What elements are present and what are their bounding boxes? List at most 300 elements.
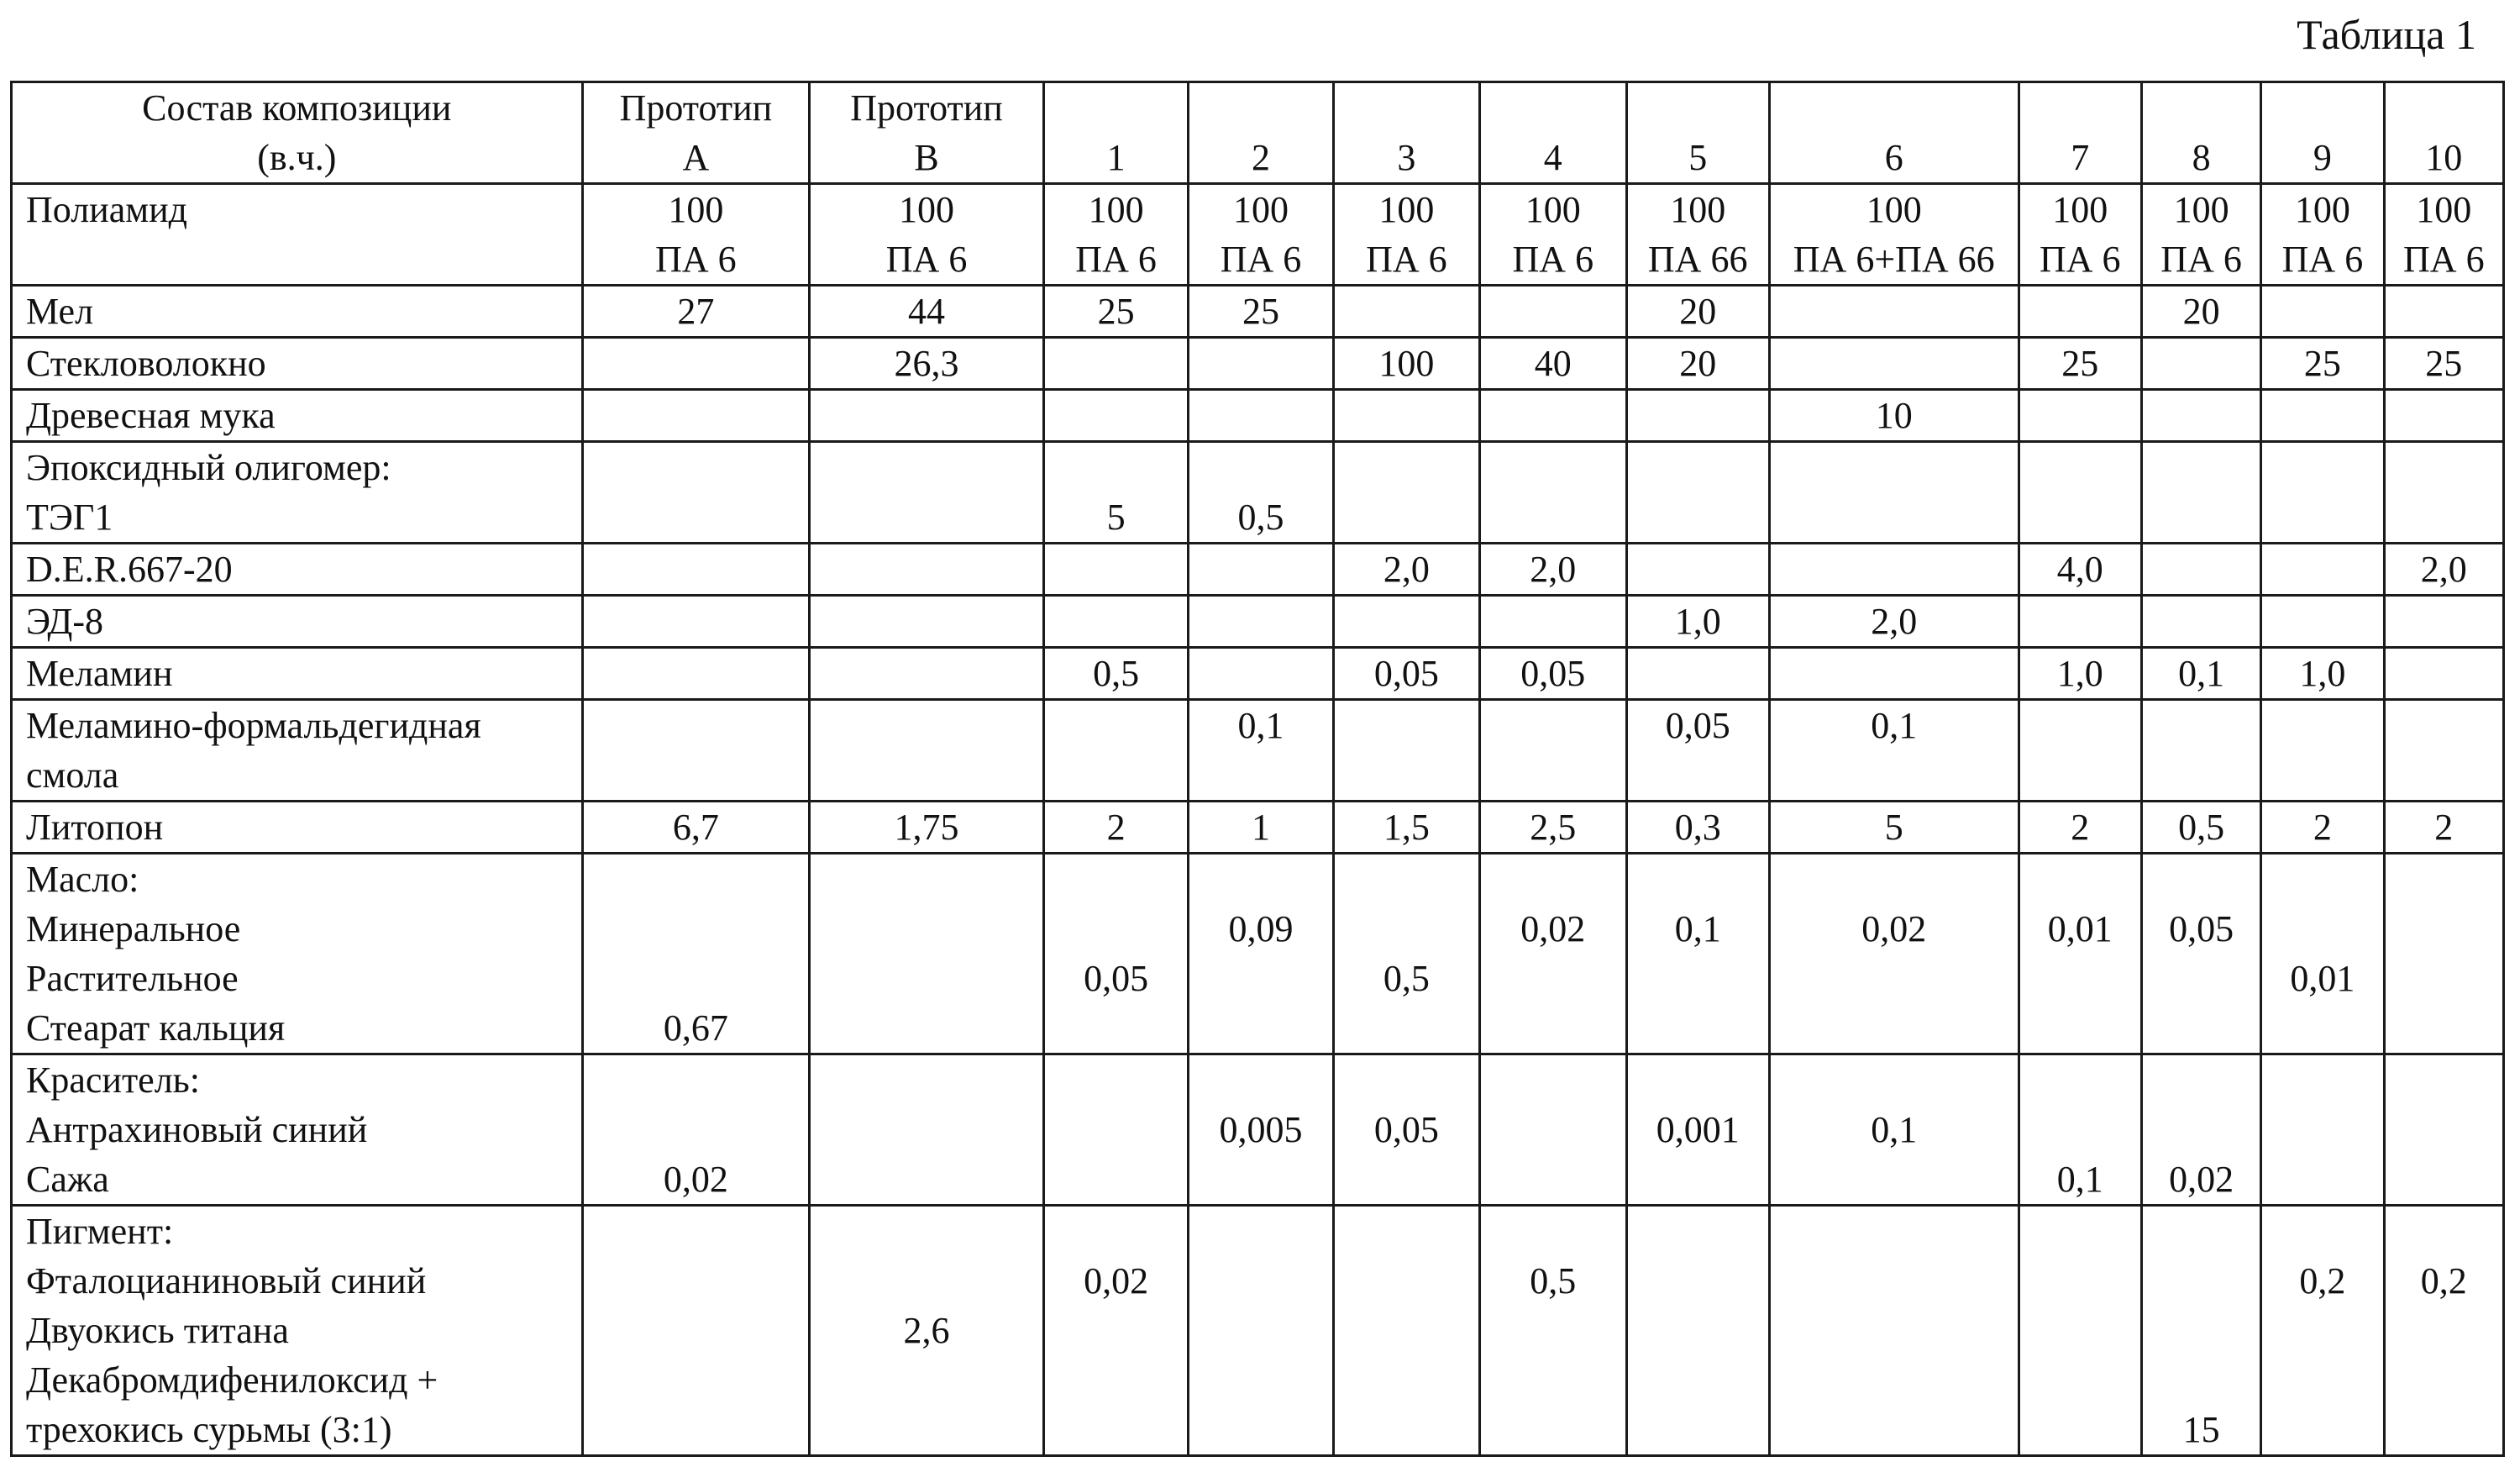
header-column-line [1335,83,1478,133]
table-cell-line [1628,1055,1768,1105]
table-row [12,596,2504,648]
table-cell-line [2386,443,2502,492]
table-cell-line [1189,391,1331,440]
table-row [12,700,2504,802]
table-cell [582,648,810,700]
row-label [12,184,583,286]
table-cell-line [811,750,1042,800]
table-cell-line: ПА 6 [2160,239,2242,280]
table-cell-line: 100 [1670,189,1726,230]
table-cell-line [1771,443,2018,492]
table-cell-line [2020,1405,2140,1454]
table-cell-line [584,701,809,750]
table-cell-line [2386,954,2502,1003]
header-column [2384,82,2503,184]
table-cell-line [2143,954,2260,1003]
table-cell-line [584,854,809,904]
table-cell-line [1045,904,1187,954]
table-cell [2019,390,2141,442]
table-cell [2384,286,2503,338]
table-cell [2384,596,2503,648]
header-row [12,82,2504,184]
table-cell [810,338,1044,390]
table-cell [1480,854,1626,1054]
table-cell [1769,802,2019,854]
table-cell [1333,286,1479,338]
row-label-line: Фталоцианиновый синий [26,1260,427,1301]
table-cell-line [1628,1207,1768,1256]
table-cell [1769,700,2019,802]
table-cell-line [2262,1405,2382,1454]
table-cell-line [2143,339,2260,388]
table-cell-line [811,701,1042,750]
table-cell [1769,544,2019,596]
table-cell [1043,854,1188,1054]
table-cell-line [1335,1055,1478,1105]
table-cell-line [1335,597,1478,646]
table-cell-line [2386,1306,2502,1355]
table-cell-line [2386,1105,2502,1154]
table-cell-line: ПА 6 [655,239,737,280]
table-cell-line [2020,1256,2140,1306]
table-cell [1769,1054,2019,1206]
table-cell [1043,338,1188,390]
table-cell-line: 0,01 [2290,958,2355,999]
table-cell [1480,338,1626,390]
table-cell [2384,390,2503,442]
table-cell-line [1628,1154,1768,1204]
table-cell-line [584,1405,809,1454]
table-cell-line: 100 [2052,189,2108,230]
table-cell-line [2386,391,2502,440]
table-cell-line: 0,5 [1383,958,1430,999]
table-cell-line: 1,0 [2299,653,2346,694]
table-cell [582,544,810,596]
header-column [1333,82,1479,184]
header-column-line: 5 [1688,137,1708,178]
table-cell [810,442,1044,544]
table-cell-line: 100 [1232,189,1289,230]
table-cell-line [811,1355,1042,1405]
table-cell-line: 100 [2294,189,2350,230]
table-cell [2141,700,2260,802]
table-cell [582,390,810,442]
table-cell-line [1189,1003,1331,1053]
header-column-line [1481,83,1625,133]
table-cell-line [584,1256,809,1306]
table-cell [2019,700,2141,802]
table-cell-line [2262,904,2382,954]
table-row [12,544,2504,596]
table-cell [1626,544,1769,596]
header-column-line: 6 [1884,137,1903,178]
table-cell [2261,1206,2384,1456]
table-cell-line [1045,443,1187,492]
table-cell-line [2020,954,2140,1003]
table-cell-line [2386,1055,2502,1105]
table-row [12,184,2504,286]
table-row [12,648,2504,700]
table-cell-line: 0,1 [1871,1109,1918,1150]
table-cell-line [2262,1207,2382,1256]
table-cell [2261,390,2384,442]
table-cell-line [2020,597,2140,646]
table-cell-line [811,443,1042,492]
table-cell-line [1481,1355,1625,1405]
table-cell-line [2386,649,2502,698]
table-cell-line: 5 [1884,807,1903,848]
table-cell-line [1628,443,1768,492]
table-cell-line [1335,1207,1478,1256]
table-cell-line [1481,1003,1625,1053]
table-cell [2261,648,2384,700]
table-cell-line: 100 [2173,189,2229,230]
table-cell-line [2143,750,2260,800]
table-cell-line [1189,854,1331,904]
table-cell [810,390,1044,442]
table-cell-line [2386,1207,2502,1256]
table-cell [810,648,1044,700]
table-cell-line: 0,02 [663,1159,728,1200]
table-cell-line [1481,597,1625,646]
table-cell [2141,544,2260,596]
table-cell-line: 100 [1088,189,1144,230]
table-body [12,82,2504,1456]
table-cell [582,802,810,854]
table-cell-line: 2,0 [2420,549,2467,590]
table-cell-line [1771,1207,2018,1256]
table-cell [810,1206,1044,1456]
header-column-line: 3 [1397,137,1416,178]
header-column-line [1045,83,1187,133]
table-cell [2261,802,2384,854]
row-label [12,700,583,802]
header-column-line: Прототип [619,87,773,129]
table-cell-line [1771,954,2018,1003]
table-cell-line [2020,854,2140,904]
table-cell-line [1628,544,1768,594]
table-cell [1189,596,1333,648]
table-cell-line [584,391,809,440]
table-cell-line: 26,3 [894,343,959,384]
table-cell [810,854,1044,1054]
table-row [12,390,2504,442]
table-cell-line: ПА 6 [1075,239,1157,280]
table-cell-line [2262,1055,2382,1105]
header-column-line: 1 [1106,137,1126,178]
table-cell-line [1628,1355,1768,1405]
table-cell-line: 0,05 [1373,653,1439,694]
table-cell-line [584,339,809,388]
row-label-line: ЭД-8 [26,601,104,642]
table-cell-line [2386,287,2502,336]
table-cell-line [584,597,809,646]
table-cell-line [2020,287,2140,336]
table-cell [1480,544,1626,596]
table-cell [2019,854,2141,1054]
table-cell [1626,802,1769,854]
table-cell [582,286,810,338]
table-cell-line [2020,1003,2140,1053]
table-cell-line: 25 [1242,291,1279,332]
table-cell [2141,596,2260,648]
table-cell-line: 25 [2303,343,2341,384]
table-cell-line [2020,1355,2140,1405]
table-cell [2019,544,2141,596]
table-cell-line: 2,0 [1871,601,1918,642]
table-cell [1626,700,1769,802]
table-cell-line [811,597,1042,646]
table-cell-line [2020,492,2140,542]
table-cell [1189,648,1333,700]
table-cell-line: 100 [1525,189,1581,230]
table-cell-line [1335,1306,1478,1355]
table-cell-line [1189,1355,1331,1405]
table-cell-line [1189,1405,1331,1454]
table-cell-line: 0,05 [2169,908,2234,949]
table-cell-line [2143,701,2260,750]
table-cell [2384,338,2503,390]
table-cell-line: ПА 6 [885,239,968,280]
table-cell-line [1189,443,1331,492]
table-cell [2019,442,2141,544]
row-label [12,854,583,1054]
table-cell-line [2262,287,2382,336]
table-cell [1769,442,2019,544]
table-cell [1333,338,1479,390]
table-cell [2261,854,2384,1054]
table-cell [810,544,1044,596]
table-cell-line [2386,1405,2502,1454]
table-cell-line [1335,701,1478,750]
table-cell-line [1045,1003,1187,1053]
table-cell-line [2262,391,2382,440]
row-label [12,802,583,854]
table-cell [1333,1206,1479,1456]
table-cell-line [2020,1105,2140,1154]
table-row [12,338,2504,390]
table-cell-line [2262,1105,2382,1154]
table-cell [1626,854,1769,1054]
table-cell-line [584,649,809,698]
table-cell [2384,700,2503,802]
table-cell-line [584,544,809,594]
row-label-line: Мел [26,291,94,332]
table-cell-line [1771,287,2018,336]
table-cell [1043,544,1188,596]
table-cell-line [811,954,1042,1003]
row-label-line: Минеральное [26,908,241,949]
table-cell-line [2020,391,2140,440]
table-cell-line [2143,1355,2260,1405]
table-cell-line: 2 [2434,807,2454,848]
table-cell-line [1628,492,1768,542]
table-cell [1189,544,1333,596]
table-cell-line [811,544,1042,594]
table-cell-line [2143,492,2260,542]
table-cell-line [1771,1355,2018,1405]
table-cell-line [1628,649,1768,698]
table-cell-line [1189,339,1331,388]
table-cell [1333,442,1479,544]
table-cell-line [1335,492,1478,542]
table-cell [2141,854,2260,1054]
table-cell-line [811,1154,1042,1204]
table-cell-line: 0,02 [1084,1260,1149,1301]
table-cell [1043,286,1188,338]
row-label-line: Краситель: [26,1060,200,1101]
row-label-line: Древесная мука [26,395,276,436]
table-cell-line [811,649,1042,698]
row-label-line: Декабромдифенилоксид + [26,1359,438,1401]
header-composition-label-line: Состав композиции [142,87,452,129]
table-cell [810,596,1044,648]
table-cell-line [1771,1003,2018,1053]
table-cell-line [2386,750,2502,800]
table-cell [1333,596,1479,648]
table-cell-line [2020,750,2140,800]
table-cell-line [584,1105,809,1154]
table-cell [1333,544,1479,596]
table-cell [2141,390,2260,442]
table-cell-line: 0,001 [1656,1109,1740,1150]
table-cell-line: ПА 6 [1512,239,1594,280]
table-cell [582,1054,810,1206]
table-cell-line [1189,1055,1331,1105]
table-cell [1626,1206,1769,1456]
header-column-line [2020,83,2140,133]
table-cell-line: 0,05 [1084,958,1149,999]
table-cell-line [2262,443,2382,492]
table-cell-line: 0,3 [1674,807,1721,848]
header-column-line: А [682,137,710,178]
table-cell-line [1628,1003,1768,1053]
table-cell-line [584,1306,809,1355]
table-cell-line [2020,1306,2140,1355]
table-cell-line [2386,492,2502,542]
table-cell-line: 100 [899,189,955,230]
table-cell [1626,596,1769,648]
table-cell-line: 0,02 [2169,1159,2234,1200]
table-cell [1480,596,1626,648]
table-cell [1189,700,1333,802]
table-cell-line: ПА 6 [2281,239,2364,280]
header-column-line: 8 [2192,137,2211,178]
table-cell [1769,184,2019,286]
header-column [810,82,1044,184]
table-cell-line [1481,391,1625,440]
table-cell-line: 0,5 [2178,807,2225,848]
table-cell [1626,1054,1769,1206]
table-cell-line [811,492,1042,542]
header-column [2261,82,2384,184]
table-cell [2261,286,2384,338]
row-label-line: Меламин [26,653,173,694]
table-cell-line [1045,1207,1187,1256]
header-column-line [2262,83,2382,133]
table-cell-line: ПА 6+ПА 66 [1793,239,1995,280]
row-label-line: Эпоксидный олигомер: [26,447,391,488]
table-cell [582,1206,810,1456]
table-cell-line: 0,005 [1219,1109,1303,1150]
table-cell-line: 100 [1378,189,1435,230]
table-cell [1043,648,1188,700]
table-cell [1626,390,1769,442]
table-cell [1769,338,2019,390]
table-cell [2141,1206,2260,1456]
table-cell [1333,802,1479,854]
row-label-line: Масло: [26,859,139,900]
table-cell-line [1335,391,1478,440]
table-cell [1480,700,1626,802]
table-cell-line: 0,5 [1530,1260,1577,1301]
table-cell [582,338,810,390]
table-cell-line [2143,1306,2260,1355]
table-cell-line [1045,1105,1187,1154]
table-cell [2141,184,2260,286]
row-label-line: Антрахиновый синий [26,1109,368,1150]
table-cell [1480,802,1626,854]
table-cell-line [1628,391,1768,440]
table-cell-line [1045,597,1187,646]
table-cell-line [1628,954,1768,1003]
table-cell-line [2386,597,2502,646]
table-cell-line [1335,1256,1478,1306]
table-cell [2384,1054,2503,1206]
table-cell-line [1771,1256,2018,1306]
table-cell [1043,442,1188,544]
table-cell [2019,648,2141,700]
row-label-line: Литопон [26,807,164,848]
table-cell-line [584,954,809,1003]
table-cell-line [2262,750,2382,800]
table-cell [1769,286,2019,338]
table-cell-line [1771,544,2018,594]
table-cell-line: 0,01 [2047,908,2113,949]
row-label-line: трехокись сурьмы (3:1) [26,1409,392,1450]
row-label [12,442,583,544]
table-cell-line [1045,1154,1187,1204]
table-cell-line [1189,954,1331,1003]
table-cell-line [1771,1055,2018,1105]
row-label-line: Двуокись титана [26,1310,289,1351]
table-cell [1769,390,2019,442]
table-cell-line [1189,1256,1331,1306]
table-cell [2141,338,2260,390]
table-cell-line: 0,09 [1228,908,1294,949]
table-cell [2019,1206,2141,1456]
table-cell-line: 2,0 [1530,549,1577,590]
table-cell-line: 40 [1534,343,1572,384]
table-cell [2019,286,2141,338]
table-cell [1769,596,2019,648]
table-cell-line [2143,1207,2260,1256]
table-cell [2141,286,2260,338]
table-cell-line: 0,2 [2299,1260,2346,1301]
table-cell [1480,442,1626,544]
table-cell-line: 15 [2182,1409,2220,1450]
table-cell-line: ПА 6 [2039,239,2121,280]
table-cell-line [1335,1405,1478,1454]
table-cell-line [1045,854,1187,904]
table-cell [1480,184,1626,286]
row-label [12,544,583,596]
table-cell-line [1045,1055,1187,1105]
table-cell-line [1335,287,1478,336]
table-cell-line [584,492,809,542]
table-cell-line [2386,1003,2502,1053]
table-cell-line [2143,1055,2260,1105]
